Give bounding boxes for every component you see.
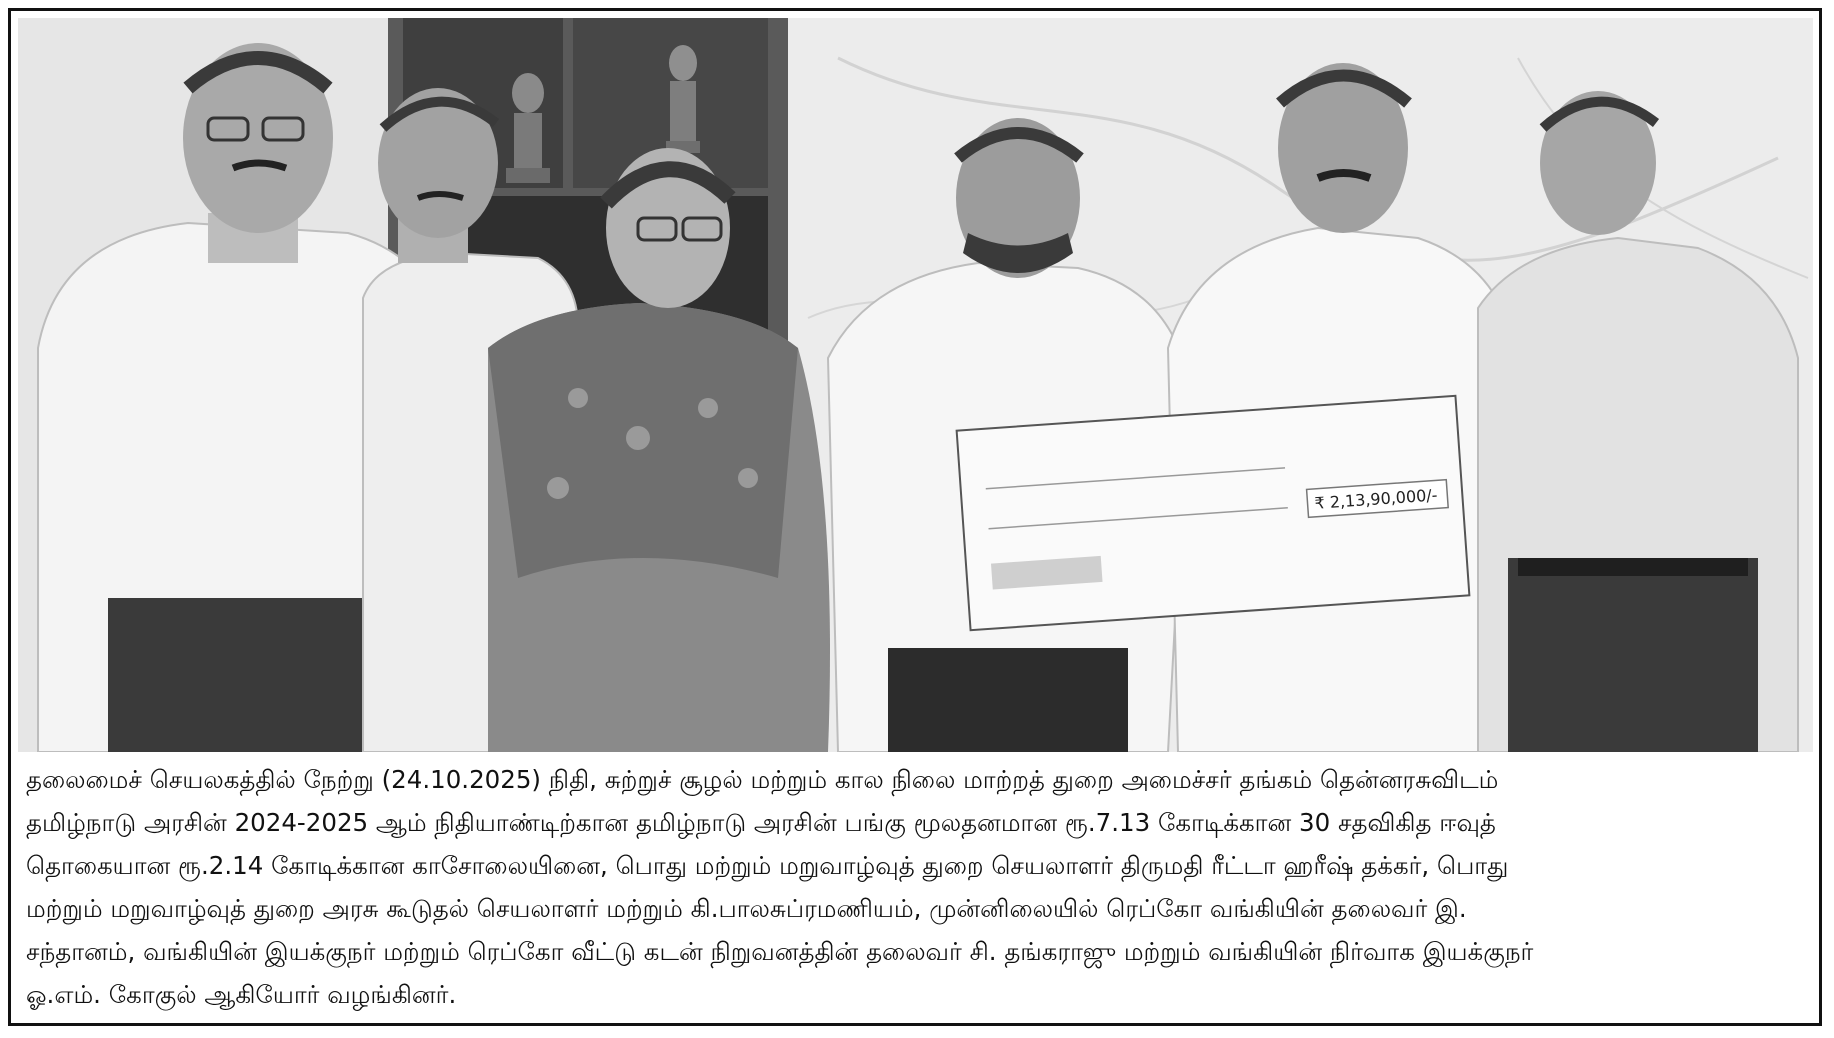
caption-line: தொகையான ரூ.2.14 கோடிக்கான காசோலையினை, பொது மற்றும் மறுவாழ்வுத் துறை செயலாளர் திருமதி ரீட்டா ஹரீஷ் தக்கர், பொது	[26, 851, 1509, 880]
caption-line: தமிழ்நாடு அரசின் 2024-2025 ஆம் நிதியாண்டிற்கான தமிழ்நாடு அரசின் பங்கு மூலதனமான ரூ.7.13 கோடிக்கான 30 சதவிகித ஈவுத்	[26, 808, 1496, 837]
cheque	[957, 396, 1470, 630]
caption-line: மற்றும் மறுவாழ்வுத் துறை அரசு கூடுதல் செயலாளர் மற்றும் கி.பாலசுப்ரமணியம், முன்னிலையில் ரெப்கோ வங்கியின் தலைவர் இ.	[26, 894, 1467, 923]
photo-caption	[26, 758, 1808, 1020]
statue-right	[666, 45, 700, 153]
caption-line: ஓ.எம். கோகுல் ஆகியோர் வழங்கினர்.	[26, 980, 457, 1009]
caption-line: தலைமைச் செயலகத்தில் நேற்று (24.10.2025) நிதி, சுற்றுச் சூழல் மற்றும் கால நிலை மாற்றத் துறை அமைச்சர் தங்கம் தென்னரசுவிடம்	[26, 765, 1499, 794]
cheque-amount: ₹ 2,13,90,000/-	[1313, 485, 1439, 513]
news-photo	[18, 18, 1813, 752]
photo-illustration	[18, 18, 1813, 752]
caption-line: சந்தானம், வங்கியின் இயக்குநர் மற்றும் ரெப்கோ வீட்டு கடன் நிறுவனத்தின் தலைவர் சி. தங்கராஜு மற்றும் வங்கியின் நிர்வாக இயக்குநர்	[26, 937, 1534, 966]
